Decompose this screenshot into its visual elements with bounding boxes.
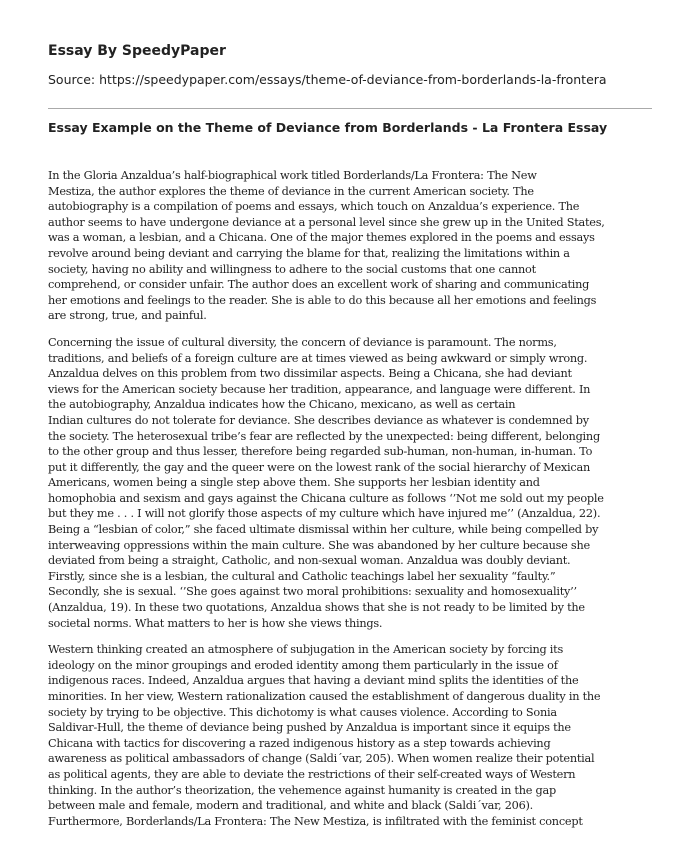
paragraph-line: Western thinking created an atmosphere of subjugation in the American society by forcing its [48, 643, 564, 657]
paragraph-line: between male and female, modern and traditional, and white and black (Saldi´var, 206). [48, 799, 534, 813]
paragraph-line: society by trying to be objective. This dichotomy is what causes violence. According to Sonia [48, 705, 557, 719]
paragraph-line: Mestiza, the author explores the theme of deviance in the current American society. The [48, 184, 534, 198]
paragraph [48, 168, 668, 324]
paragraph-line: Furthermore, Borderlands/La Frontera: The New Mestiza, is infiltrated with the feminist concept [48, 814, 583, 828]
paragraph-line: author seems to have undergone deviance at a personal level since she grew up in the United States, [48, 215, 605, 229]
paragraph-line: Concerning the issue of cultural diversity, the concern of deviance is paramount. The norms, [48, 335, 557, 349]
paragraph-line: societal norms. What matters to her is how she views things. [48, 616, 383, 630]
paragraph-line: Secondly, she is sexual. ‘’She goes against two moral prohibitions: sexuality and homosexuality’’ [48, 585, 577, 599]
paragraph-line: ideology on the minor groupings and eroded identity among them particularly in the issue of [48, 658, 558, 672]
paragraph-line: Chicana with tactics for discovering a razed indigenous history as a step towards achieving [48, 736, 551, 750]
paragraph-line: views for the American society because her tradition, appearance, and language were different. In [48, 382, 591, 396]
paragraph [48, 642, 668, 829]
paragraph-line: Being a “lesbian of color,” she faced ultimate dismissal within her culture, while being compelled by [48, 523, 599, 537]
paragraph-line: the autobiography, Anzaldua indicates how the Chicano, mexicano, as well as certain [48, 398, 516, 412]
paragraph-line: awareness as political ambassadors of change (Saldi´var, 205). When women realize their potential [48, 752, 595, 766]
paragraph-line: homophobia and sexism and gays against the Chicana culture as follows ‘’Not me sold out my people [48, 491, 604, 505]
paragraph-line: are strong, true, and painful. [48, 309, 207, 323]
paragraph-line: Americans, women being a single step above them. She supports her lesbian identity and [48, 476, 540, 490]
paragraph-line: society, having no ability and willingness to adhere to the social customs that one cannot [48, 262, 536, 276]
paragraph-line: interweaving oppressions within the main culture. She was abandoned by her culture because she [48, 538, 590, 552]
paragraph-line: indigenous races. Indeed, Anzaldua argues that having a deviant mind splits the identities of the [48, 674, 579, 688]
paragraph-line: autobiography is a compilation of poems and essays, which touch on Anzaldua’s experience. The [48, 200, 580, 214]
paragraph-line: put it differently, the gay and the queer were on the lowest rank of the social hierarchy of Mexican [48, 460, 590, 474]
essay-title: Essay Example on the Theme of Deviance from Borderlands - La Frontera Essay [48, 120, 608, 135]
source-url[interactable]: Source: https://speedypaper.com/essays/theme-of-deviance-from-borderlands-la-frontera [48, 72, 607, 87]
paragraph [48, 335, 668, 631]
paragraph-line: as political agents, they are able to deviate the restrictions of their self-created ways of Western [48, 767, 576, 781]
paragraph-line: thinking. In the author’s theorization, the vehemence against humanity is created in the gap [48, 783, 556, 797]
paragraph-line: revolve around being deviant and carrying the blame for that, realizing the limitations within a [48, 246, 570, 260]
paragraph-line: to the other group and thus lesser, therefore being regarded sub-human, non-human, in-human. To [48, 445, 593, 459]
paragraph-line: Firstly, since she is a lesbian, the cultural and Catholic teachings label her sexuality “faulty.” [48, 569, 556, 583]
paragraph-line: Anzaldua delves on this problem from two dissimilar aspects. Being a Chicana, she had deviant [48, 367, 572, 381]
paragraph-line: minorities. In her view, Western rationalization caused the establishment of dangerous duality in the [48, 690, 601, 703]
paragraph-line: Saldivar-Hull, the theme of deviance being pushed by Anzaldua is important since it equips the [48, 721, 571, 735]
paragraph-line: Indian cultures do not tolerate for deviance. She describes deviance as whatever is condemned by [48, 413, 589, 427]
divider [48, 108, 652, 109]
paragraph-line: deviated from being a straight, Catholic, and non-sexual woman. Anzaldua was doubly deviant. [48, 554, 571, 568]
brand-header: Essay By SpeedyPaper [48, 43, 226, 59]
paragraph-line: was a woman, a lesbian, and a Chicana. One of the major themes explored in the poems and essays [48, 231, 595, 245]
paragraph-line: (Anzaldua, 19). In these two quotations, Anzaldua shows that she is not ready to be limited by the [48, 601, 585, 615]
paragraph-line: the society. The heterosexual tribe’s fear are reflected by the unexpected: being different, belonging [48, 429, 600, 443]
paragraph-line: but they me . . . I will not glorify those aspects of my culture which have injured me’’ (Anzaldua, 22). [48, 507, 601, 521]
paragraph-line: traditions, and beliefs of a foreign culture are at times viewed as being awkward or simply wrong. [48, 351, 588, 365]
paragraph-line: her emotions and feelings to the reader. She is able to do this because all her emotions and feelings [48, 293, 597, 307]
essay-body [48, 168, 668, 840]
paragraph-line: comprehend, or consider unfair. The author does an excellent work of sharing and communicating [48, 278, 590, 292]
paragraph-line: In the Gloria Anzaldua’s half-biographical work titled Borderlands/La Frontera: The New [48, 169, 537, 182]
